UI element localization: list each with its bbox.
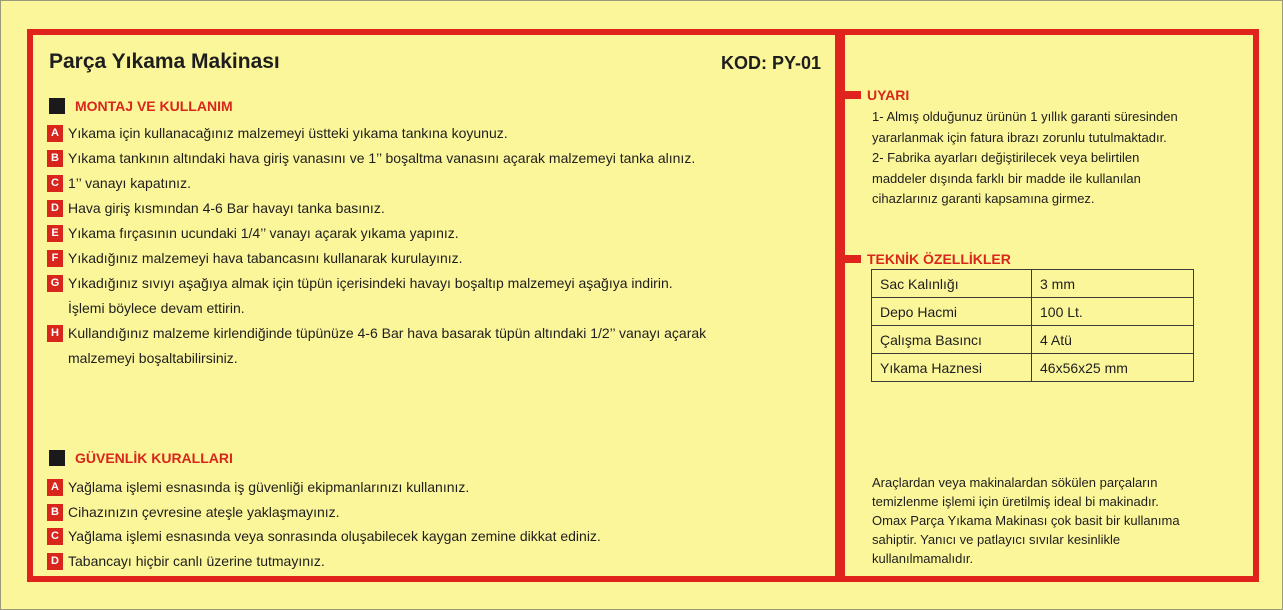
warning-text (872, 107, 1242, 210)
letter-badge: B (47, 150, 63, 167)
warning-line: maddeler dışında farklı bir madde ile kullanılan (872, 170, 1141, 186)
table-row (872, 298, 1194, 326)
specs-table (871, 269, 1194, 382)
spec-value: 4 Atü (1032, 326, 1194, 354)
description-line: kullanılmamalıdır. (872, 551, 974, 566)
letter-badge: D (47, 553, 63, 570)
montaj-heading-label: MONTAJ VE KULLANIM (75, 98, 233, 114)
list-item (47, 146, 706, 171)
description-line: sahiptir. Yanıcı ve patlayıcı sıvılar kesinlikle (872, 532, 1121, 547)
spec-value: 100 Lt. (1032, 298, 1194, 326)
list-item (47, 321, 706, 371)
list-item (47, 246, 706, 271)
letter-badge: A (47, 125, 63, 142)
letter-badge: F (47, 250, 63, 267)
letter-badge: D (47, 200, 63, 217)
spec-key: Yıkama Haznesi (872, 354, 1032, 382)
list-item-text: Cihazınızın çevresine ateşle yaklaşmayınız. (68, 503, 340, 520)
list-item-text: Kullandığınız malzeme kirlendiğinde tüpünüze 4-6 Bar hava basarak tüpün altındaki 1/2’’ vanayı açarak malzemeyi boşaltabilirsiniz. (68, 325, 707, 366)
warning-line: cihazlarınız garanti kapsamına girmez. (872, 191, 1095, 206)
list-item-text: 1’’ vanayı kapatınız. (68, 175, 191, 191)
warning-heading (845, 87, 909, 103)
guvenlik-list (47, 475, 601, 573)
warning-line: 2- Fabrika ayarları değiştirilecek veya belirtilen (872, 150, 1140, 165)
guvenlik-heading-label: GÜVENLİK KURALLARI (75, 450, 233, 466)
description-line: Araçlardan veya makinalardan sökülen parçaların (872, 475, 1158, 490)
table-row (872, 326, 1194, 354)
list-item (47, 500, 601, 525)
description-text (872, 473, 1242, 568)
table-row (872, 270, 1194, 298)
letter-badge: C (47, 528, 63, 545)
square-bullet-icon (49, 450, 65, 466)
list-item (47, 524, 601, 549)
table-row (872, 354, 1194, 382)
spec-key: Çalışma Basıncı (872, 326, 1032, 354)
spec-value: 46x56x25 mm (1032, 354, 1194, 382)
letter-badge: G (47, 275, 63, 292)
list-item-text: Yıkama fırçasının ucundaki 1/4’’ vanayı açarak yıkama yapınız. (68, 225, 459, 241)
list-item (47, 221, 706, 246)
list-item (47, 121, 706, 146)
warning-line: yararlanmak için fatura ibrazı zorunlu tutulmaktadır. (872, 129, 1167, 145)
montaj-list (47, 121, 706, 371)
letter-badge: A (47, 479, 63, 496)
spec-key: Sac Kalınlığı (872, 270, 1032, 298)
list-item-text: Hava giriş kısmından 4-6 Bar havayı tanka basınız. (68, 200, 385, 216)
description-line: temizlenme işlemi için üretilmiş ideal bi makinadır. (872, 494, 1159, 509)
red-bar-icon (845, 255, 861, 263)
red-bar-icon (845, 91, 861, 99)
list-item (47, 271, 706, 321)
spec-value: 3 mm (1032, 270, 1194, 298)
list-item-text: Yıkama için kullanacağınız malzemeyi üstteki yıkama tankına koyunuz. (68, 125, 508, 141)
list-item-text: Yağlama işlemi esnasında veya sonrasında oluşabilecek kaygan zemine dikkat ediniz. (68, 528, 601, 544)
spec-key: Depo Hacmi (872, 298, 1032, 326)
list-item-text: Tabancayı hiçbir canlı üzerine tutmayınız. (68, 552, 325, 569)
list-item (47, 549, 601, 574)
list-item-text: Yağlama işlemi esnasında iş güvenliği ekipmanlarınızı kullanınız. (68, 479, 470, 495)
info-panel (839, 29, 1259, 582)
list-item (47, 475, 601, 500)
product-title: Parça Yıkama Makinası (49, 50, 280, 73)
letter-badge: C (47, 175, 63, 192)
warning-heading-label: UYARI (867, 87, 910, 103)
list-item-text: Yıkama tankının altındaki hava giriş vanasını ve 1’’ boşaltma vanasını açarak malzemeyi tanka alınız. (68, 150, 696, 166)
list-item-text: Yıkadığınız malzemeyi hava tabancasını kullanarak kurulayınız. (68, 250, 463, 266)
letter-badge: H (47, 325, 63, 342)
guvenlik-heading (49, 450, 233, 466)
specs-heading-label: TEKNİK ÖZELLİKLER (867, 251, 1011, 267)
list-item (47, 196, 706, 221)
letter-badge: E (47, 225, 63, 242)
square-bullet-icon (49, 98, 65, 114)
montaj-heading (49, 98, 233, 114)
list-item-text: Yıkadığınız sıvıyı aşağıya almak için tüpün içerisindeki havayı boşaltıp malzemeyi aşağıya indirin. İşlemi böylece devam ettirin. (68, 275, 673, 316)
product-code: KOD: PY-01 (720, 53, 821, 73)
description-line: Omax Parça Yıkama Makinası çok basit bir kullanıma (872, 513, 1180, 528)
specs-heading (845, 251, 1011, 267)
list-item (47, 171, 706, 196)
letter-badge: B (47, 504, 63, 521)
instructions-panel (27, 29, 841, 582)
warning-line: 1- Almış olduğunuz ürünün 1 yıllık garanti süresinden (872, 109, 1178, 124)
